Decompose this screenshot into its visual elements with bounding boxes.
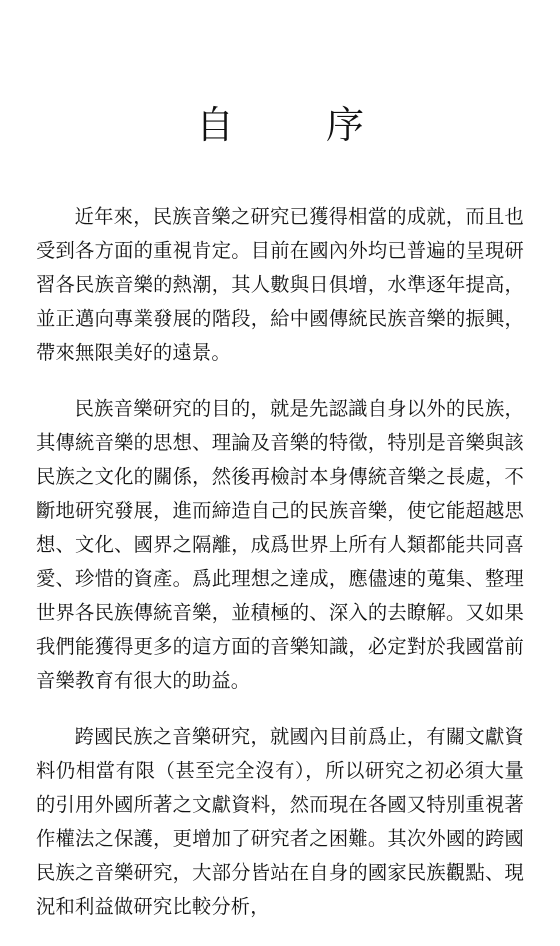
paragraph-2: 民族音樂研究的目的，就是先認識自身以外的民族，其傳統音樂的思想、理論及音樂的特徵，特別是音樂與該民族之文化的關係，然後再檢討本身傳統音樂之長處，不斷地研究發展，進而締造自己的民族音樂，使它能超越思想、文化、國界之隔離，成爲世界上所有人類都能共同喜愛、珍惜的資產。爲此理想之達成，應儘速的蒐集、整理世界各民族傳統音樂，並積極的、深入的去瞭解。又如果我們能獲得更多的這方面的音樂知識，必定對於我國當前音樂教育有很大的助益。 (36, 397, 524, 692)
paragraph-1: 近年來，民族音樂之研究已獲得相當的成就，而且也受到各方面的重視肯定。目前在國內外均已普遍的呈現研習各民族音樂的熱潮，其人數與日俱增，水準逐年提高，並正邁向專業發展的階段，給中國傳統民族音樂的振興，帶來無限美好的遠景。 (36, 205, 524, 364)
page-title: 自 序 (195, 103, 405, 147)
preface-body (36, 200, 524, 946)
paragraph-3: 跨國民族之音樂研究，就國內目前爲止，有關文獻資料仍相當有限（甚至完全沒有），所以研究之初必須大量的引用外國所著之文獻資料，然而現在各國又特別重視著作權法之保護，更增加了研究者之困難。其次外國的跨國民族之音樂研究，大部分皆站在自身的國家民族觀點、現況和利益做研究比較分析， (36, 725, 524, 918)
